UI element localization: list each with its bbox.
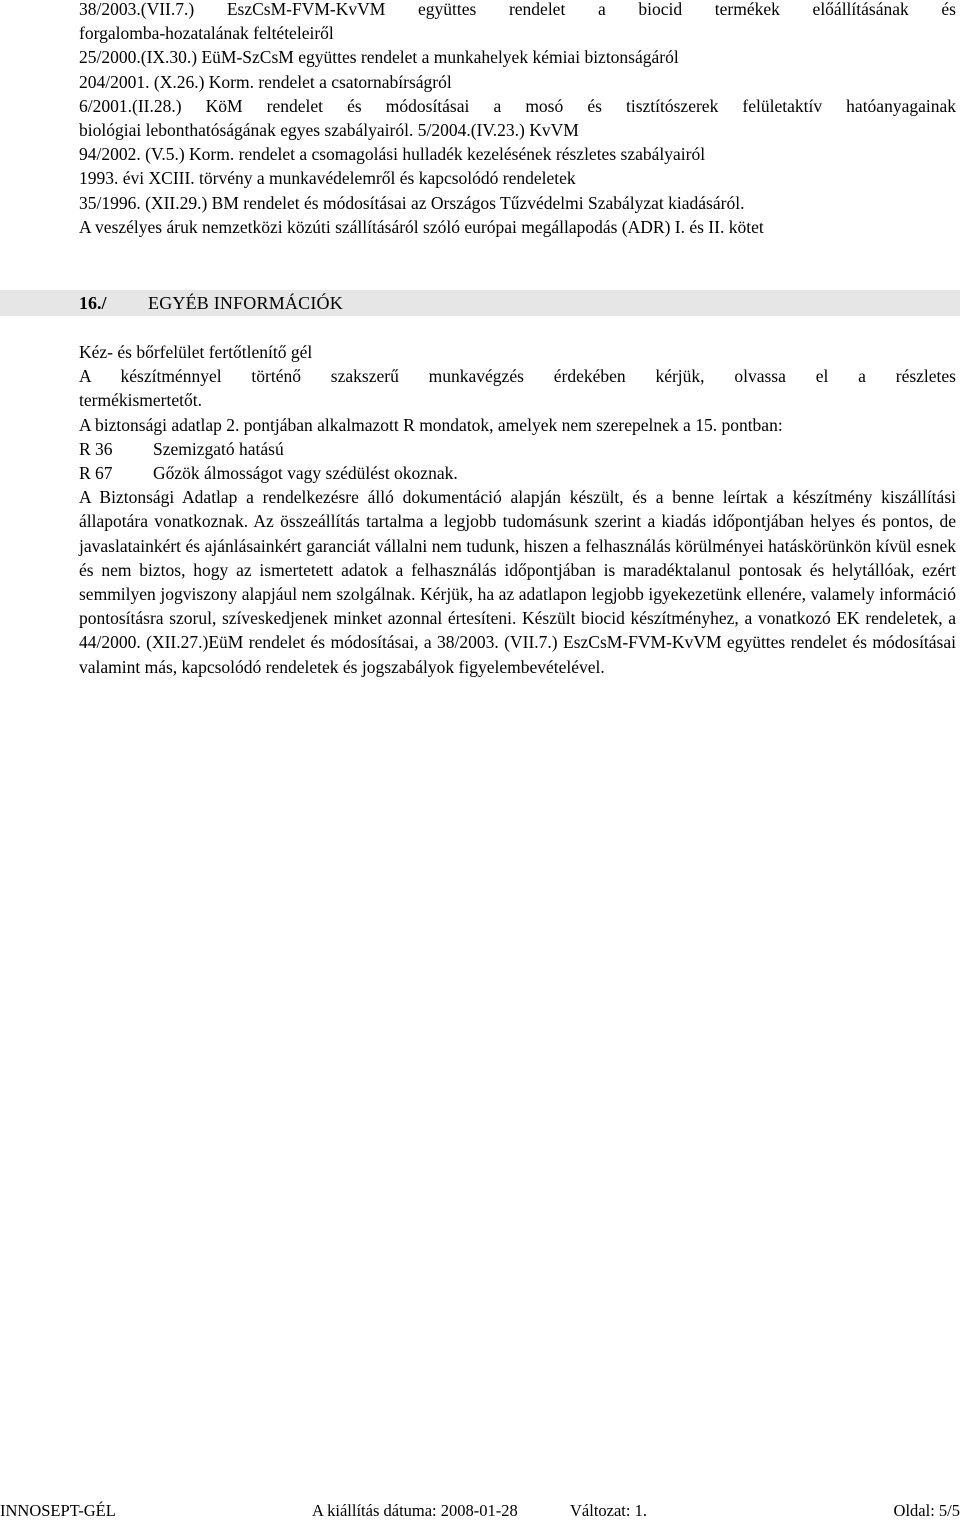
- reference-line: biológiai lebonthatóságának egyes szabályairól. 5/2004.(IV.23.) KvVM: [79, 119, 579, 140]
- r-phrase-code: R 36: [79, 438, 113, 459]
- r-phrases-intro: A biztonsági adatlap 2. pontjában alkalmazott R mondatok, amelyek nem szerepelnek a 15. pontban:: [79, 414, 783, 435]
- reference-line: A veszélyes áruk nemzetközi közúti szállításáról szóló európai megállapodás (ADR) I. és II. kötet: [79, 216, 764, 237]
- r-phrase-text: Szemizgató hatású: [153, 438, 284, 459]
- section-header-bar: [0, 290, 960, 316]
- regulation-references: [79, 0, 956, 239]
- footer-version: Változat: 1.: [570, 1501, 647, 1520]
- reference-line: 35/1996. (XII.29.) BM rendelet és módosításai az Országos Tűzvédelmi Szabályzat kiadásáról.: [79, 192, 745, 213]
- reference-line: 38/2003.(VII.7.) EszCsM-FVM-KvVM együttes rendelet a biocid termékek előállításának és: [79, 0, 956, 19]
- reference-line: forgalomba-hozatalának feltételeiről: [79, 23, 334, 44]
- advice-text: A készítménnyel történő szakszerű munkavégzés érdekében kérjük, olvassa el a részletes: [79, 366, 956, 387]
- r-phrase-row: [79, 461, 956, 485]
- reference-line: 204/2001. (X.26.) Korm. rendelet a csatornabírságról: [79, 71, 452, 92]
- section-number: 16./: [79, 293, 107, 313]
- reference-line: 94/2002. (V.5.) Korm. rendelet a csomagolási hulladék kezelésének részletes szabályairól: [79, 144, 706, 165]
- reference-line: 6/2001.(II.28.) KöM rendelet és módosításai a mosó és tisztítószerek felületaktív hatóanyagainak: [79, 95, 956, 116]
- advice-text: termékismertetőt.: [79, 390, 202, 411]
- section-title: EGYÉB INFORMÁCIÓK: [148, 293, 343, 313]
- footer-document-name: INNOSEPT-GÉL: [0, 1501, 116, 1520]
- reference-line: 1993. évi XCIII. törvény a munkavédelemről és kapcsolódó rendeletek: [79, 168, 576, 189]
- r-phrase-code: R 67: [79, 462, 113, 483]
- other-information: [79, 340, 956, 679]
- footer-issue-date: A kiállítás dátuma: 2008-01-28: [312, 1501, 518, 1520]
- reference-line: 25/2000.(IX.30.) EüM-SzCsM együttes rendelet a munkahelyek kémiai biztonságáról: [79, 47, 679, 68]
- r-phrase-text: Gőzök álmosságot vagy szédülést okoznak.: [153, 462, 458, 483]
- disclaimer-paragraph: A Biztonsági Adatlap a rendelkezésre álló dokumentáció alapján készült, és a benne leírtak a készítmény kiszállítási állapotára vonatkoznak. Az összeállítás tartalma a legjobb tudomásunk szerint a kiadás időpontjában helyes és pontos, de javaslatainkért és ajánlásainkért garanciát vállalni nem tudunk, hiszen a felhasználás körülményei hatáskörünkön kívül esnek és nem biztos, hogy az ismertetett adatok a felhasználás időpontjában is maradéktalanul pontosak és helytállóak, ezért semmilyen jogviszony alapjául nem szolgálnak. Kérjük, ha az adatlapon legjobb igyekezetünk ellenére, valamely információ pontosításra szorul, szíveskedjenek minket azonnal értesíteni. Készült biocid készítményhez, a vonatkozó EK rendeletek, a 44/2000. (XII.27.)EüM rendelet és módosításai, a 38/2003. (VII.7.) EszCsM-FVM-KvVM együttes rendelet és módosításai valamint más, kapcsolódó rendeletek és jogszabályok figyelembevételével.: [79, 487, 956, 677]
- footer-page-number: Oldal: 5/5: [893, 1501, 960, 1520]
- product-name: Kéz- és bőrfelület fertőtlenítő gél: [79, 342, 313, 362]
- r-phrase-row: [79, 437, 956, 461]
- page-footer: [0, 1500, 960, 1521]
